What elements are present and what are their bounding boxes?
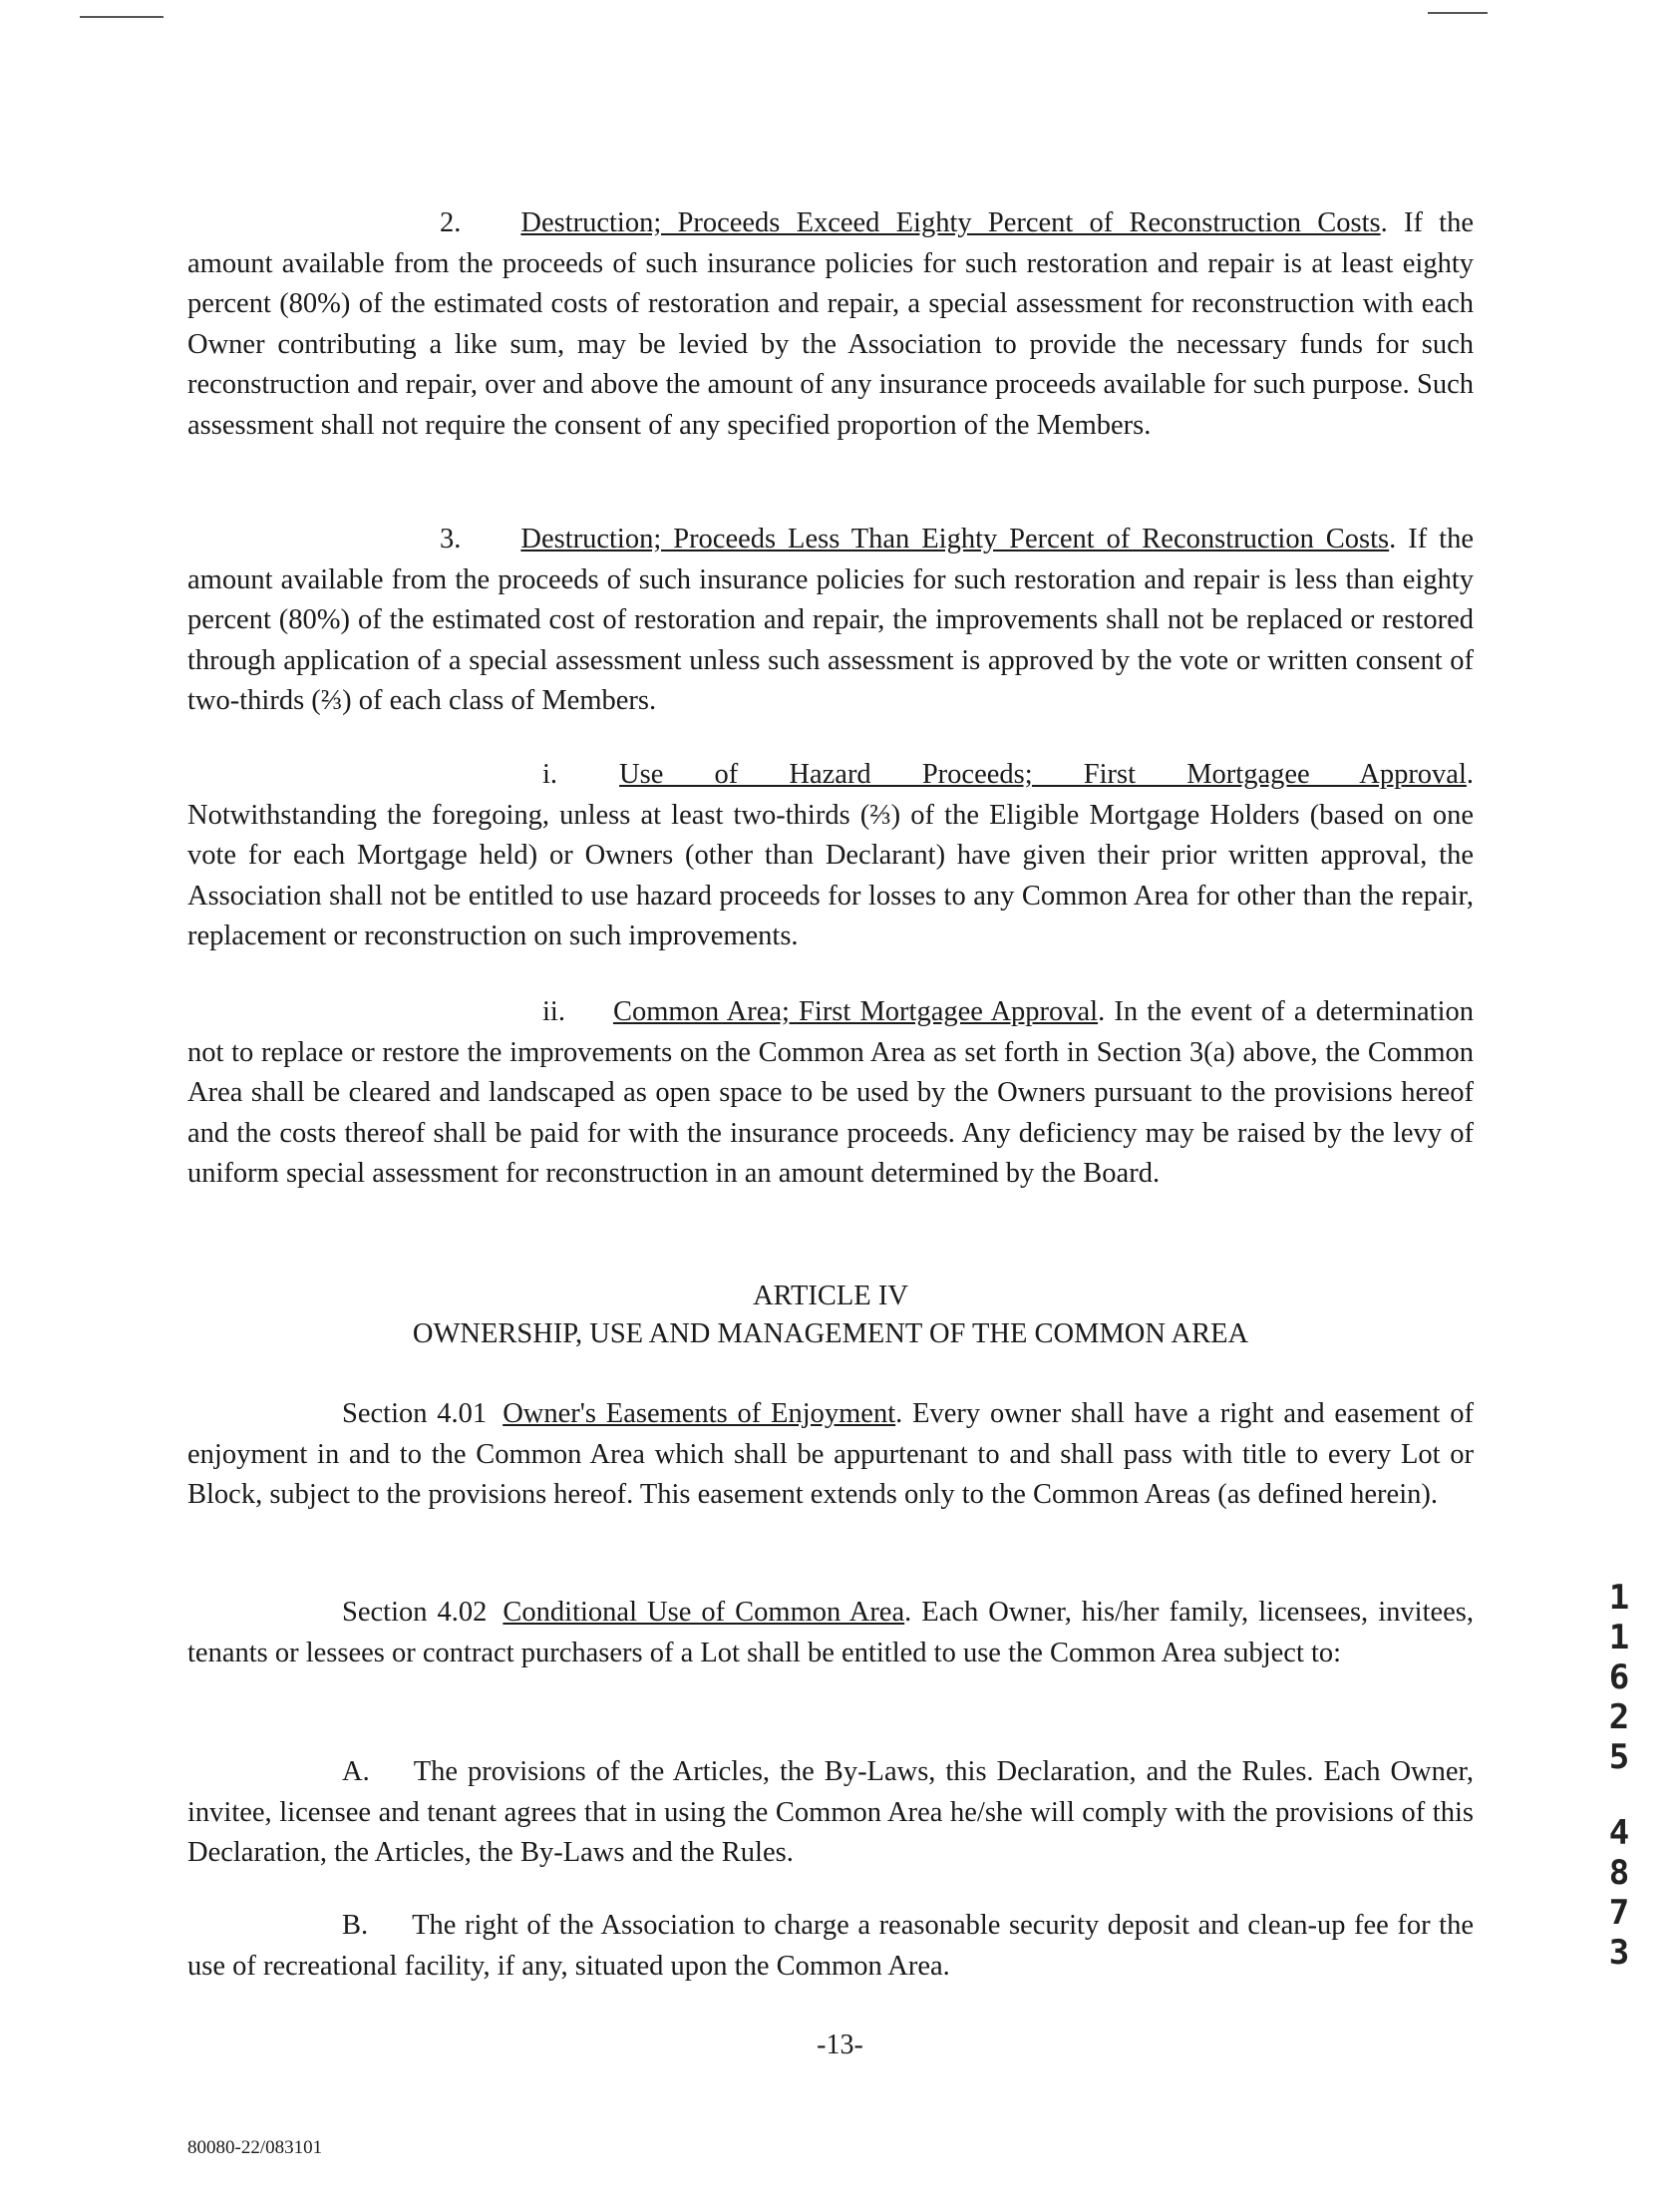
paragraph-3-heading: Destruction; Proceeds Less Than Eighty Percent of Reconstruction Costs <box>520 524 1390 554</box>
paragraph-ii-body: In the event of a determination not to replace or restore the improvements on the Common Area as set forth in Section 3(a) above, the Common Area shall be cleared and landscaped as open space to be used by the Owners pursuant to the provisions hereof and the costs thereof shall be paid for with the insurance proceeds. Any deficiency may be raised by the levy of uniform special assessment for reconstruction in an amount determined by the Board. <box>187 996 1474 1189</box>
section-4-01-body: Every owner shall have a right and easement of enjoyment in and to the Common Area which shall be appurtenant to and shall pass with title to every Lot or Block, subject to the provisions hereof. This easement extends only to the Common Areas (as defined herein). <box>187 1398 1474 1510</box>
section-4-01-heading-end: . <box>895 1398 903 1429</box>
paragraph-2 <box>187 203 1474 446</box>
stamp-digit: 5 <box>1608 1737 1630 1777</box>
paragraph-i-body: Notwithstanding the foregoing, unless at least two-thirds (⅔) of the Eligible Mortgage Holders (based on one vote for each Mortgage held) or Owners (other than Declarant) have given their prior written approval, the Association shall not be entitled to use hazard proceeds for losses to any Common Area for other than the repair, replacement or reconstruction on such improvements. <box>187 799 1474 951</box>
paragraph-3-body: If the amount available from the proceeds of such insurance policies for such restoration and repair is less than eighty percent (80%) of the estimated cost of restoration and repair, the improvements shall not be replaced or restored through application of a special assessment unless such assessment is approved by the vote or written consent of two-thirds (⅔) of each class of Members. <box>187 524 1474 716</box>
subsection-a <box>187 1752 1474 1874</box>
paragraph-3 <box>187 520 1474 722</box>
stamp-digit: 4 <box>1608 1813 1630 1853</box>
paragraph-ii <box>187 992 1474 1195</box>
section-4-02-body: Each Owner, his/her family, licensees, invitees, tenants or lessees or contract purchasers of a Lot shall be entitled to use the Common Area subject to: <box>187 1597 1474 1668</box>
paragraph-3-number: 3. <box>440 524 462 554</box>
scan-artifact-top-right <box>1428 12 1488 14</box>
page-number: -13- <box>817 2029 863 2060</box>
subsection-b-letter: B. <box>342 1910 369 1941</box>
section-4-02-heading-end: . <box>904 1597 912 1628</box>
section-4-01 <box>187 1394 1474 1516</box>
paragraph-i-heading-end: . <box>1466 759 1474 790</box>
scan-artifact-top-left <box>80 16 164 18</box>
article-number: ARTICLE IV <box>753 1281 908 1311</box>
subsection-b-body: The right of the Association to charge a reasonable security deposit and clean-up fee for the use of recreational facility, if any, situated upon the Common Area. <box>187 1910 1474 1982</box>
paragraph-2-number: 2. <box>440 207 462 238</box>
stamp-digit: 8 <box>1608 1853 1630 1893</box>
document-code: 80080-22/083101 <box>187 2137 323 2158</box>
paragraph-ii-heading: Common Area; First Mortgagee Approval <box>612 996 1099 1027</box>
paragraph-2-heading: Destruction; Proceeds Exceed Eighty Percent of Reconstruction Costs <box>520 207 1381 238</box>
stamp-digit: 1 <box>1608 1578 1630 1618</box>
stamp-digit: 1 <box>1608 1618 1630 1657</box>
paragraph-ii-number: ii. <box>542 996 565 1027</box>
paragraph-ii-heading-end: . <box>1098 996 1106 1027</box>
stamp-digit: 7 <box>1608 1893 1630 1933</box>
article-title: OWNERSHIP, USE AND MANAGEMENT OF THE COMMON AREA <box>412 1318 1249 1349</box>
section-4-01-number: Section 4.01 <box>342 1398 488 1429</box>
paragraph-i-number: i. <box>542 759 558 790</box>
paragraph-2-heading-end: . <box>1380 207 1388 238</box>
paragraph-i <box>187 755 1474 957</box>
paragraph-3-heading-end: . <box>1389 524 1397 554</box>
paragraph-2-body: If the amount available from the proceeds of such insurance policies for such restoration and repair is at least eighty percent (80%) of the estimated costs of restoration and repair, a special assessment for reconstruction with each Owner contributing a like sum, may be levied by the Association to provide the necessary funds for such reconstruction and repair, over and above the amount of any insurance proceeds available for such purpose. Such assessment shall not require the consent of any specified proportion of the Members. <box>187 207 1474 441</box>
paragraph-i-heading: Use of Hazard Proceeds; First Mortgagee Approval <box>619 759 1467 790</box>
subsection-b <box>187 1906 1474 1987</box>
section-4-02-number: Section 4.02 <box>342 1597 488 1628</box>
recording-stamp <box>1599 1578 1639 1973</box>
subsection-a-letter: A. <box>342 1756 370 1787</box>
stamp-digit: 2 <box>1608 1697 1630 1737</box>
section-4-02-heading: Conditional Use of Common Area <box>503 1597 905 1628</box>
subsection-a-body: The provisions of the Articles, the By-Laws, this Declaration, and the Rules. Each Owner, invitee, licensee and tenant agrees that in using the Common Area he/she will comply with the provisions of this Declaration, the Articles, the By-Laws and the Rules. <box>187 1756 1474 1868</box>
section-4-02 <box>187 1593 1474 1673</box>
stamp-digit: 6 <box>1608 1657 1630 1697</box>
section-4-01-heading: Owner's Easements of Enjoyment <box>503 1398 896 1429</box>
stamp-digit: 3 <box>1608 1933 1630 1973</box>
